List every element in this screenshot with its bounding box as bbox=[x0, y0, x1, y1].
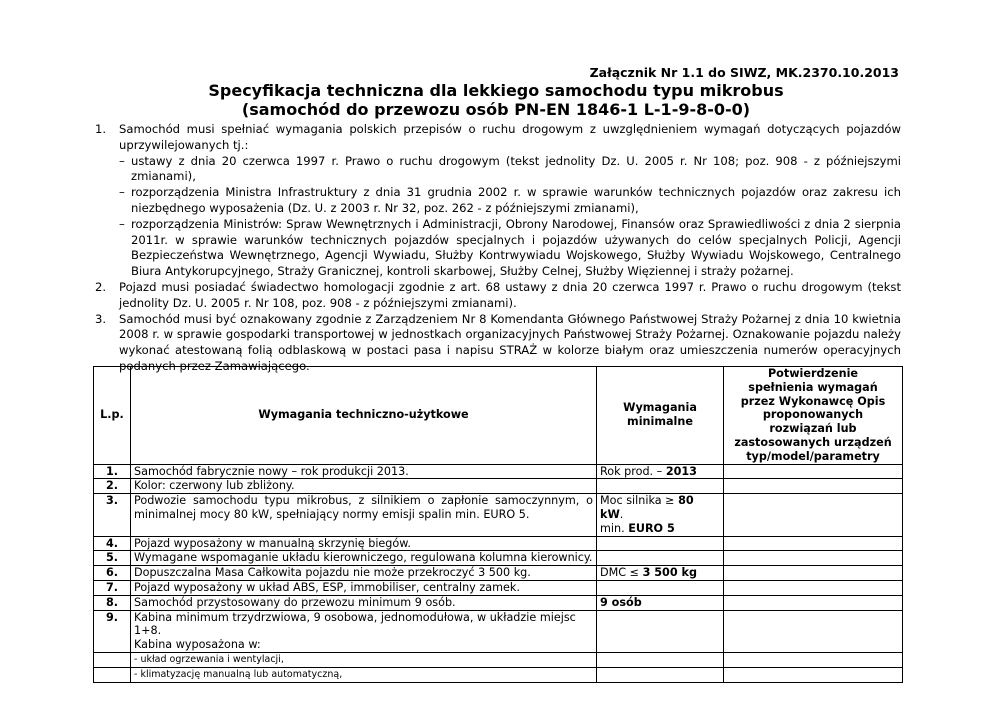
minimal-prefix: Moc silnika ≥ bbox=[600, 494, 679, 508]
row-number: 1. bbox=[94, 464, 131, 479]
row-minimal bbox=[597, 595, 724, 610]
minimal-value: 9 osób bbox=[600, 595, 642, 609]
minimal-value: 80 kW bbox=[600, 494, 694, 521]
row-number: 9. bbox=[94, 610, 131, 652]
annex-reference: Załącznik Nr 1.1 do SIWZ, MK.2370.10.2013 bbox=[589, 65, 899, 80]
table-row bbox=[94, 464, 903, 479]
row-minimal bbox=[597, 652, 724, 667]
intro-subitem bbox=[119, 185, 901, 217]
row-requirement: Dopuszczalna Masa Całkowita pojazdu nie może przekroczyć 3 500 kg. bbox=[131, 566, 597, 581]
row-number: 3. bbox=[94, 494, 131, 536]
header-minimal: Wymagania minimalne bbox=[597, 367, 724, 465]
row-number: 7. bbox=[94, 580, 131, 595]
row-minimal bbox=[597, 464, 724, 479]
header-lp: L.p. bbox=[94, 367, 131, 465]
minimal-value: 2013 bbox=[665, 464, 697, 478]
minimal-prefix: Rok prod. – bbox=[600, 464, 666, 478]
table-header-row bbox=[94, 367, 903, 465]
row-confirmation-cell bbox=[724, 551, 903, 566]
intro-item-text: Pojazd musi posiadać świadectwo homologacji zgodnie z art. 68 ustawy z dnia 20 czerwca 1997 r. Prawo o ruchu drogowym (tekst jednolity Dz. U. 2005 r. Nr 108, poz. 908 - z późniejszymi zmianami). bbox=[119, 279, 901, 310]
row-minimal bbox=[597, 479, 724, 494]
table-row bbox=[94, 595, 903, 610]
row-requirement: Pojazd wyposażony w układ ABS, ESP, immobiliser, centralny zamek. bbox=[131, 580, 597, 595]
table-row bbox=[94, 551, 903, 566]
row-requirement: - klimatyzację manualną lub automatyczną, bbox=[131, 667, 597, 682]
dash-bullet: – bbox=[119, 216, 125, 231]
row-number bbox=[94, 652, 131, 667]
row-confirmation-cell bbox=[724, 494, 903, 536]
row-number: 5. bbox=[94, 551, 131, 566]
row-minimal bbox=[597, 667, 724, 682]
row-requirement bbox=[131, 610, 597, 652]
table-row bbox=[94, 610, 903, 652]
intro-item-number: 1. bbox=[95, 122, 107, 136]
minimal-line bbox=[600, 494, 720, 522]
row-number: 2. bbox=[94, 479, 131, 494]
minimal-prefix: min. bbox=[600, 521, 629, 535]
row-confirmation-cell bbox=[724, 610, 903, 652]
minimal-line bbox=[600, 522, 720, 536]
intro-subitem-text: rozporządzenia Ministrów: Spraw Wewnętrznych i Administracji, Obrony Narodowej, Finansów oraz Sprawiedliwości z dnia 2 sierpnia 2011r. w sprawie warunków technicznych pojazdów specjalnych i pojazdów używanych do celów specjalnych Policji, Agencji Bezpieczeństwa Wewnętrznego, Agencji Wywiadu, Służby Kontrwywiadu Wojskowego, Służby Wywiadu Wojskowego, Centralnego Biura Antykorupcyjnego, Straży Granicznej, kontroli skarbowej, Służby Celnej, Służby Więziennej i straży pożarnej. bbox=[131, 216, 901, 279]
row-confirmation-cell bbox=[724, 667, 903, 682]
row-minimal bbox=[597, 551, 724, 566]
row-requirement: Samochód fabrycznie nowy – rok produkcji 2013. bbox=[131, 464, 597, 479]
row-number bbox=[94, 667, 131, 682]
row-minimal bbox=[597, 580, 724, 595]
intro-subitem bbox=[119, 154, 901, 186]
intro-item-number: 2. bbox=[95, 279, 107, 294]
row-minimal bbox=[597, 494, 724, 536]
table-row bbox=[94, 580, 903, 595]
requirement-line: Kabina wyposażona w: bbox=[134, 638, 261, 652]
intro-subitem-text: rozporządzenia Ministra Infrastruktury z dnia 31 grudnia 2002 r. w sprawie warunków technicznych pojazdów oraz zakresu ich niezbędnego wyposażenia (Dz. U. z 2003 r. Nr 32, poz. 262 - z późniejszymi zmianami), bbox=[131, 185, 901, 215]
table-row bbox=[94, 536, 903, 551]
row-confirmation-cell bbox=[724, 595, 903, 610]
row-number: 8. bbox=[94, 595, 131, 610]
row-requirement: Kolor: czerwony lub zbliżony. bbox=[131, 479, 597, 494]
row-requirement: - układ ogrzewania i wentylacji, bbox=[131, 652, 597, 667]
minimal-prefix: DMC ≤ bbox=[600, 566, 643, 580]
table-row bbox=[94, 479, 903, 494]
row-number: 4. bbox=[94, 536, 131, 551]
row-minimal bbox=[597, 566, 724, 581]
intro-item-text: Samochód musi spełniać wymagania polskich przepisów o ruchu drogowym z uwzględnieniem wymagań dotyczących pojazdów uprzywilejowanych tj.: bbox=[119, 122, 901, 152]
requirements-intro bbox=[95, 122, 901, 375]
table-row bbox=[94, 566, 903, 581]
row-requirement: Wymagane wspomaganie układu kierowniczego, regulowana kolumna kierownicy. bbox=[131, 551, 597, 566]
row-requirement: Samochód przystosowany do przewozu minimum 9 osób. bbox=[131, 595, 597, 610]
table-row bbox=[94, 494, 903, 536]
minimal-suffix: . bbox=[619, 507, 624, 521]
row-number: 6. bbox=[94, 566, 131, 581]
row-confirmation-cell bbox=[724, 580, 903, 595]
intro-item-number: 3. bbox=[95, 311, 107, 326]
document-title: Specyfikacja techniczna dla lekkiego samochodu typu mikrobus bbox=[208, 81, 784, 100]
dash-bullet: – bbox=[119, 185, 125, 200]
requirement-line: Kabina minimum trzydrzwiowa, 9 osobowa, jednomodułowa, w układzie miejsc 1+8. bbox=[134, 610, 576, 638]
row-requirement: Pojazd wyposażony w manualną skrzynię biegów. bbox=[131, 536, 597, 551]
header-requirements: Wymagania techniczno-użytkowe bbox=[131, 367, 597, 465]
header-confirmation: Potwierdzenie spełnienia wymagań przez Wykonawcę Opis proponowanych rozwiązań lub zastosowanych urządzeń typ/model/parametry bbox=[724, 367, 903, 465]
row-confirmation-cell bbox=[724, 479, 903, 494]
table-row bbox=[94, 667, 903, 682]
intro-subitem bbox=[119, 217, 901, 280]
row-minimal bbox=[597, 536, 724, 551]
row-minimal bbox=[597, 610, 724, 652]
document-subtitle: (samochód do przewozu osób PN-EN 1846-1 L-1-9-8-0-0) bbox=[241, 100, 751, 119]
table-row bbox=[94, 652, 903, 667]
row-requirement: Podwozie samochodu typu mikrobus, z silnikiem o zapłonie samoczynnym, o minimalnej mocy 80 kW, spełniający normy emisji spalin min. EURO 5. bbox=[131, 494, 597, 536]
requirements-table bbox=[93, 366, 903, 683]
intro-item-2 bbox=[95, 280, 901, 312]
row-confirmation-cell bbox=[724, 566, 903, 581]
row-confirmation-cell bbox=[724, 652, 903, 667]
row-confirmation-cell bbox=[724, 536, 903, 551]
minimal-value: 3 500 kg bbox=[642, 566, 697, 580]
row-confirmation-cell bbox=[724, 464, 903, 479]
dash-bullet: – bbox=[119, 153, 125, 168]
intro-item-1 bbox=[95, 122, 901, 280]
minimal-value: EURO 5 bbox=[628, 521, 675, 535]
intro-item-text: Samochód musi być oznakowany zgodnie z Zarządzeniem Nr 8 Komendanta Głównego Państwowej Straży Pożarnej z dnia 10 kwietnia 2008 r. w sprawie gospodarki transportowej w jednostkach organizacyjnych Państwowej Straży Pożarnej. Oznakowanie pojazdu należy wykonać atestowaną folią odblaskową w postaci pasa i napisu STRAŻ w kolorze białym oraz umieszczenia numerów operacyjnych podanych przez Zamawiającego. bbox=[119, 311, 901, 373]
intro-subitem-text: ustawy z dnia 20 czerwca 1997 r. Prawo o ruchu drogowym (tekst jednolity Dz. U. 2005 r. Nr 108; poz. 908 - z późniejszymi zmianami), bbox=[131, 153, 901, 184]
